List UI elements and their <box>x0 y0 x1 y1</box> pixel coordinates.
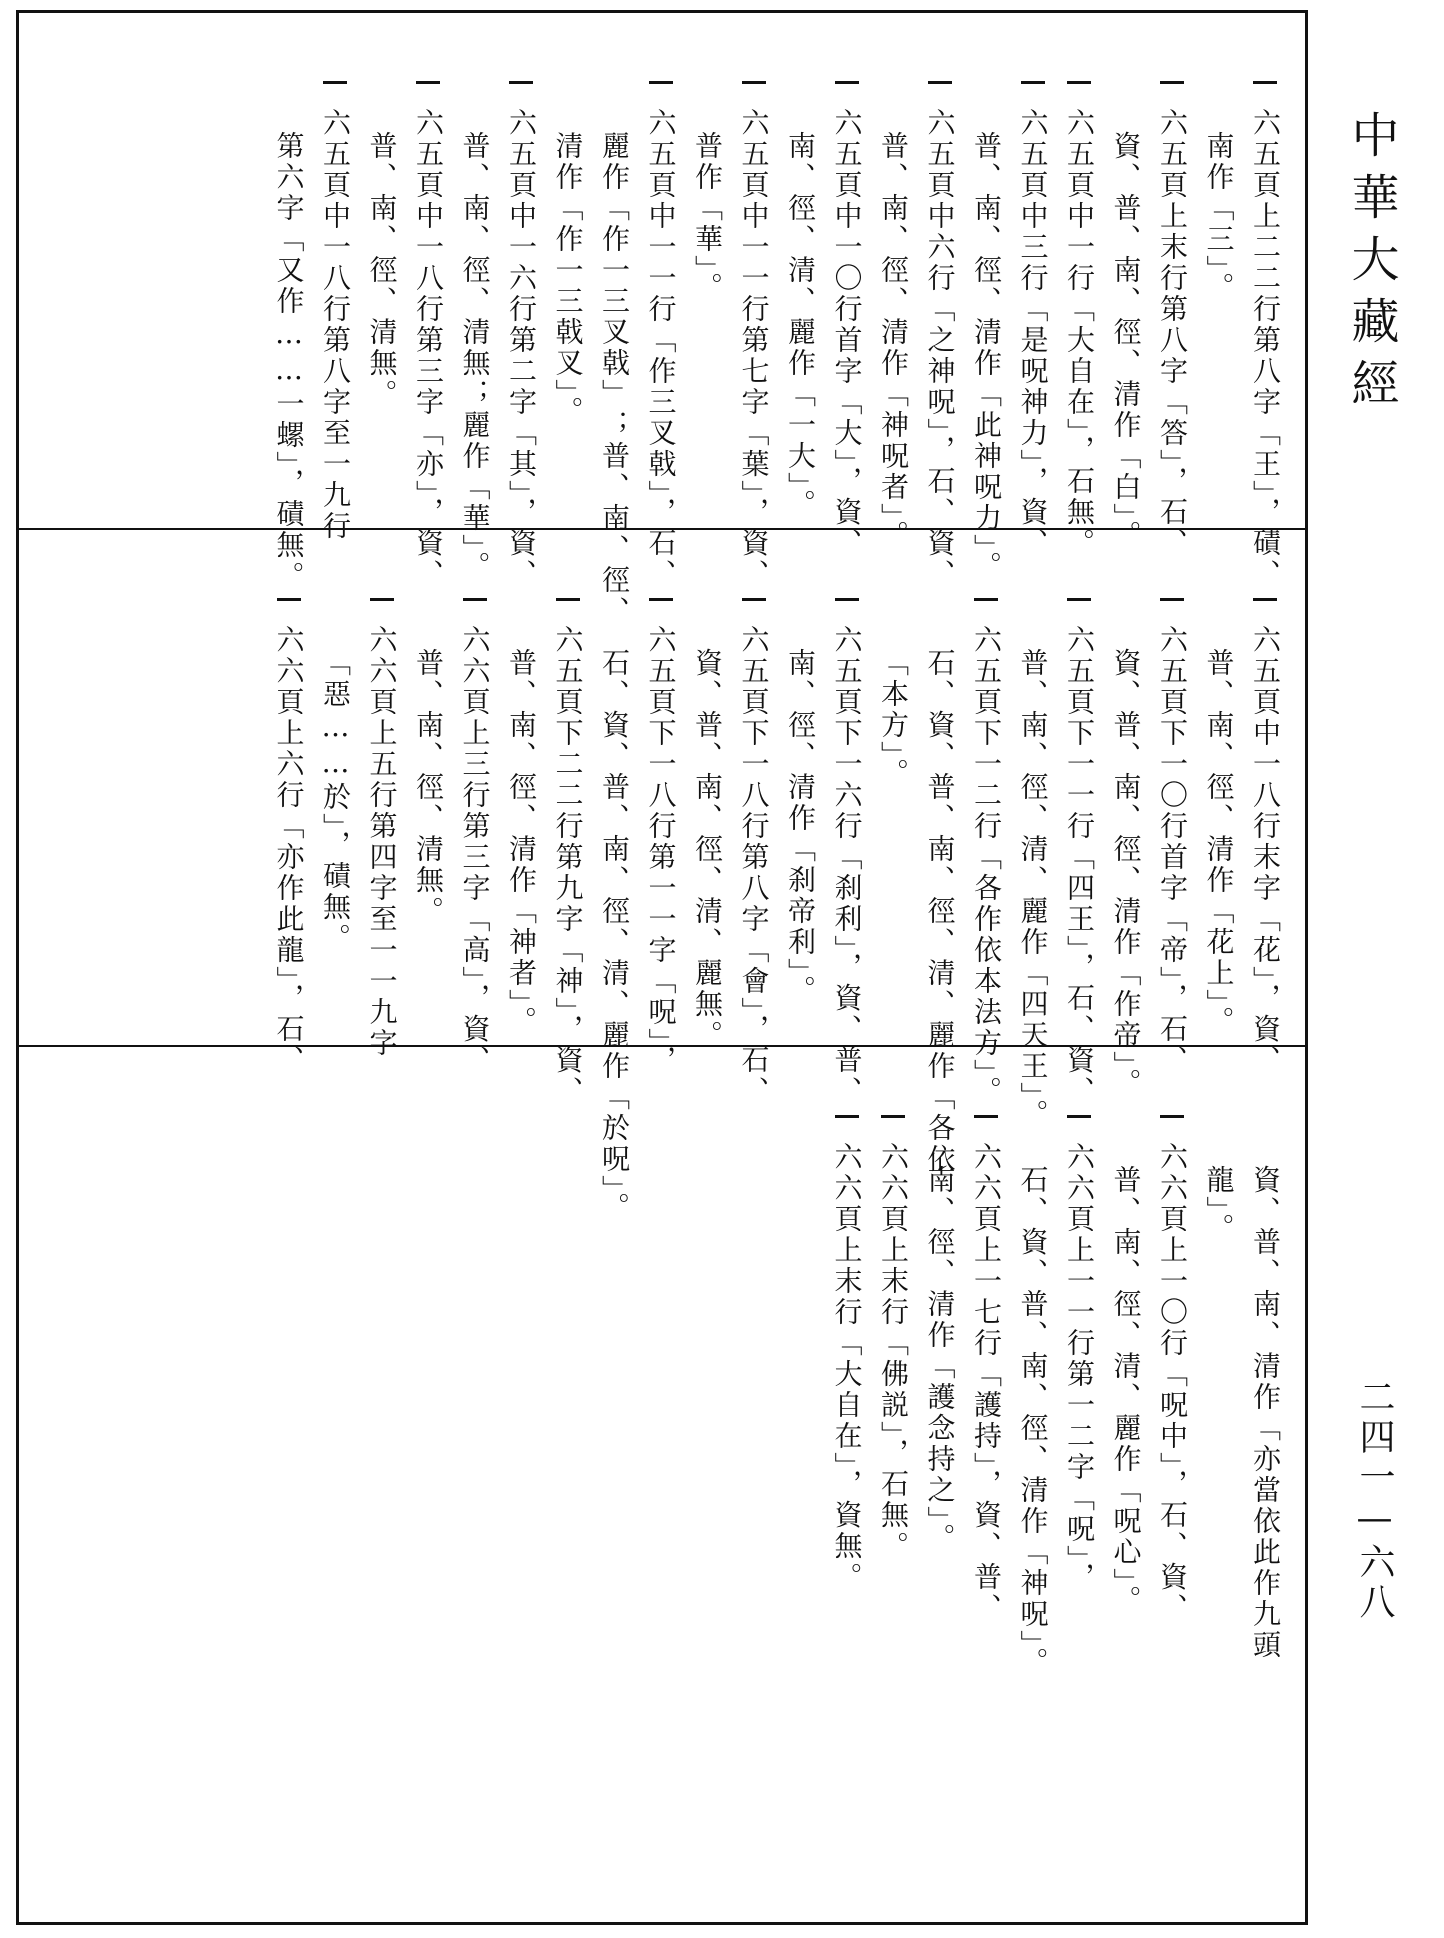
note-column <box>1238 1047 1292 1922</box>
note-text: 六五頁下二二行第九字「神」，資、 <box>551 625 585 1107</box>
note-column <box>1099 1047 1153 1922</box>
note-column <box>1145 530 1199 1076</box>
note-text: 六五頁下一八行第一一字「呪」， <box>644 625 678 1076</box>
entry-marker <box>370 598 394 601</box>
note-column <box>1145 1047 1199 1922</box>
note-column <box>308 13 362 542</box>
note-text: 麗作「作一三叉戟」；普、南、徑、 <box>598 131 631 627</box>
note-column <box>913 1047 967 1922</box>
entry-marker <box>1253 81 1277 84</box>
note-text: 六五頁中一〇行首字「大」，資、 <box>830 108 864 559</box>
note-column <box>680 530 734 1051</box>
note-column <box>1238 13 1292 590</box>
note-text: 六五頁中一八行第八字至一九行 <box>319 108 352 542</box>
entry-marker <box>416 81 440 84</box>
note-text: 第六字「又作……一螺」，磧無。 <box>272 131 306 592</box>
note-text: 六六頁上一一行第一二字「呪」， <box>1063 1142 1096 1593</box>
note-text: 六五頁中一六行第二字「其」，資、 <box>505 108 538 590</box>
note-text: 石、資、普、南、徑、清、麗作「於呪」。 <box>598 648 631 1223</box>
note-column <box>541 530 595 1107</box>
entry-marker <box>835 598 859 601</box>
entry-marker <box>323 81 347 84</box>
note-text: 南作「三」。 <box>1202 131 1236 303</box>
note-column <box>959 1047 1013 1922</box>
note-column <box>1192 1047 1246 1922</box>
note-column <box>820 1047 874 1922</box>
note-text: 普作「華」。 <box>691 131 724 303</box>
note-text: 六五頁中六行「之神呪」，石、資、 <box>923 108 957 590</box>
note-text: 普、南、徑、清無。 <box>365 131 399 410</box>
note-column <box>355 530 409 1059</box>
note-text: 六五頁下一〇行首字「帝」，石、 <box>1156 625 1189 1076</box>
note-column <box>1006 13 1060 559</box>
note-column <box>634 13 688 590</box>
entry-marker <box>509 81 533 84</box>
entry-marker <box>1253 598 1277 601</box>
note-column <box>1099 530 1153 1099</box>
note-column <box>727 530 781 1107</box>
note-column <box>587 530 641 1223</box>
note-text: 普、南、徑、清無。 <box>412 648 445 927</box>
entry-marker <box>1160 1115 1184 1118</box>
note-text: 六五頁中一八行第三字「亦」，資、 <box>412 108 445 590</box>
note-text: 六五頁下一二行「各作依本法方」。 <box>970 625 1003 1107</box>
note-column <box>587 13 641 627</box>
entry-marker <box>1067 598 1091 601</box>
entry-marker <box>881 1115 905 1118</box>
entry-marker <box>835 81 859 84</box>
note-text: 六五頁中一八行末字「花」，資、 <box>1249 625 1282 1076</box>
note-text: 普、南、徑、清作「神者」。 <box>505 648 538 1037</box>
note-column <box>401 530 455 1045</box>
page-number: 二四一—六八 <box>1354 1378 1395 1623</box>
note-column <box>262 530 316 1076</box>
note-column <box>1052 1047 1106 1922</box>
note-column <box>262 13 316 592</box>
note-column <box>1192 13 1246 528</box>
note-column <box>866 13 920 551</box>
entry-marker <box>1067 81 1091 84</box>
note-column <box>866 1047 920 1922</box>
note-text: 石、資、普、南、徑、清作「神呪」。 <box>1016 1165 1050 1678</box>
note-text: 資、普、南、徑、清、麗無。 <box>691 648 724 1051</box>
bottom-register <box>19 1047 1305 1922</box>
note-column <box>1052 13 1106 559</box>
note-text: 六五頁上二二行第八字「王」，磧、 <box>1249 108 1282 590</box>
note-column <box>308 530 362 1045</box>
entry-marker <box>742 81 766 84</box>
book-title: 中華大藏經 <box>1343 110 1399 420</box>
note-text: 南、徑、清作「刹帝利」。 <box>784 648 817 1006</box>
page-frame <box>16 10 1308 1925</box>
middle-register <box>19 530 1305 1223</box>
note-text: 龍」。 <box>1202 1165 1236 1244</box>
note-column <box>913 530 967 1175</box>
note-column <box>494 530 548 1045</box>
note-column <box>448 530 502 1076</box>
note-column <box>634 530 688 1076</box>
entry-marker <box>1160 81 1184 84</box>
entry-marker <box>1160 598 1184 601</box>
note-text: 普、南、徑、清無；麗作「華」。 <box>458 131 492 582</box>
note-text: 普、南、徑、清、麗作「四天王」。 <box>1016 648 1050 1130</box>
note-column <box>959 530 1013 1107</box>
note-text: 普、南、徑、清、麗作「呪心」。 <box>1109 1165 1143 1616</box>
note-column <box>727 13 781 590</box>
note-column <box>1145 13 1199 559</box>
note-text: 資、普、南、徑、清作「作帝」。 <box>1109 648 1143 1099</box>
entry-marker <box>649 598 673 601</box>
top-register <box>19 13 1305 627</box>
note-text: 六六頁上末行「大自在」，資無。 <box>830 1142 864 1593</box>
entry-marker <box>974 598 998 601</box>
note-column <box>773 13 827 528</box>
note-text: 六五頁中一一行第七字「葉」，資、 <box>737 108 771 590</box>
entry-marker <box>742 598 766 601</box>
note-column <box>820 530 874 1107</box>
note-column <box>680 13 734 528</box>
note-text: 六五頁下一六行「刹利」，資、普、 <box>830 625 864 1107</box>
note-column <box>355 13 409 528</box>
note-column <box>1192 530 1246 1045</box>
note-text: 普、南、徑、清作「神呪者」。 <box>877 131 910 551</box>
note-text: 六六頁上五行第四字至一一九字 <box>365 625 399 1059</box>
entry-marker <box>1067 1115 1091 1118</box>
entry-marker <box>928 81 952 84</box>
note-text: 「本方」。 <box>877 648 910 789</box>
note-column <box>494 13 548 590</box>
note-column <box>1099 13 1153 551</box>
note-column <box>959 13 1013 582</box>
note-column <box>1006 1047 1060 1922</box>
note-text: 清作「作一三戟叉」。 <box>551 131 585 427</box>
entry-marker <box>974 1115 998 1118</box>
note-text: 六五頁中一一行「作三叉戟」，石、 <box>644 108 678 590</box>
note-column <box>866 530 920 1045</box>
note-text: 南、徑、清、麗作「一大」。 <box>784 131 817 520</box>
note-text: 六五頁中三行「是呪神力」，資、 <box>1016 108 1050 559</box>
note-text: 六五頁下一一行「四王」，石、資、 <box>1063 625 1096 1107</box>
note-text: 資、普、南、徑、清作「白」。 <box>1109 131 1143 551</box>
entry-marker <box>835 1115 859 1118</box>
note-text: 石、資、普、南、徑、清、麗作「各依 <box>923 648 957 1175</box>
note-column <box>913 13 967 590</box>
note-text: 六五頁上末行第八字「答」，石、 <box>1156 108 1189 559</box>
note-text: 南、徑、清作「護念持之」。 <box>923 1165 957 1554</box>
entry-marker <box>1021 81 1045 84</box>
note-column <box>1052 530 1106 1107</box>
entry-marker <box>277 598 301 601</box>
note-text: 「惡……於」，磧無。 <box>319 648 352 954</box>
note-text: 六六頁上一〇行「呪中」，石、資、 <box>1156 1142 1189 1624</box>
note-text: 資、普、南、清作「亦當依此作九頭 <box>1249 1165 1282 1661</box>
entry-marker <box>463 598 487 601</box>
note-text: 六六頁上三行第三字「高」，資、 <box>458 625 492 1076</box>
note-column <box>401 13 455 590</box>
note-text: 六五頁中一行「大自在」，石無。 <box>1063 108 1096 559</box>
note-text: 六六頁上末行「佛説」，石無。 <box>877 1142 910 1562</box>
note-column <box>1006 530 1060 1130</box>
entry-marker <box>649 81 673 84</box>
note-column <box>773 530 827 1045</box>
note-text: 六六頁上六行「亦作此龍」，石、 <box>272 625 306 1076</box>
note-column <box>820 13 874 559</box>
note-column <box>448 13 502 582</box>
note-text: 六五頁下一八行第八字「會」，石、 <box>737 625 771 1107</box>
note-text: 普、南、徑、清作「花上」。 <box>1202 648 1236 1037</box>
note-text: 普、南、徑、清作「此神呪力」。 <box>970 131 1003 582</box>
note-column <box>1238 530 1292 1076</box>
note-column <box>541 13 595 528</box>
note-text: 六六頁上一七行「護持」，資、普、 <box>970 1142 1003 1624</box>
entry-marker <box>556 598 580 601</box>
